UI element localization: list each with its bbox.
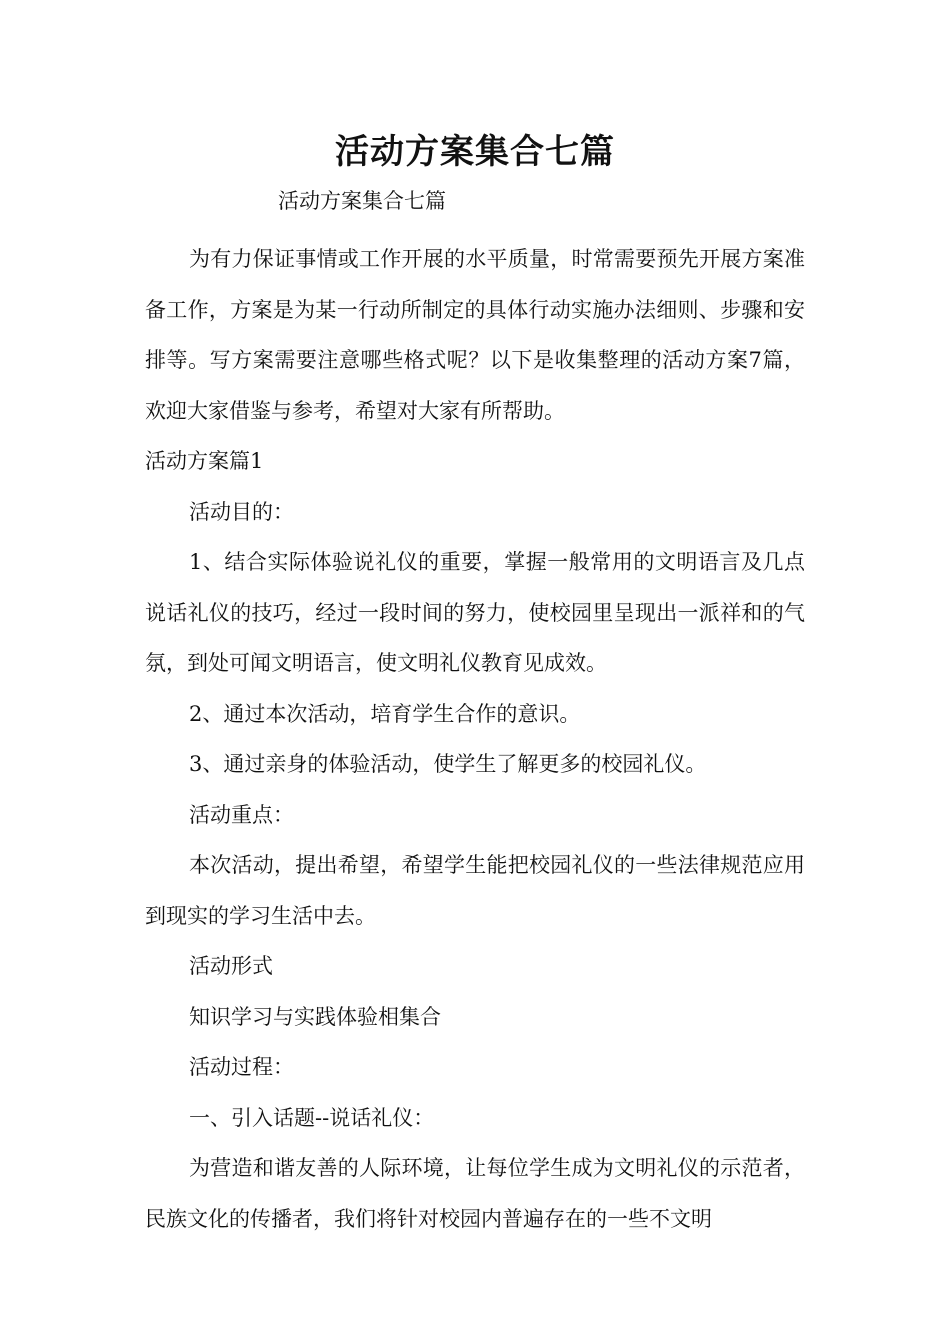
intro-paragraph: 为有力保证事情或工作开展的水平质量，时常需要预先开展方案准备工作，方案是为某一行动所制定的具体行动实施办法细则、步骤和安排等。写方案需要注意哪些格式呢？以下是收集整理的活动方案7篇，欢迎大家借鉴与参考，希望对大家有所帮助。: [145, 247, 805, 423]
paragraph-process-heading: 活动过程：: [189, 1055, 294, 1079]
paragraph-process-step-1: 一、引入话题--说话礼仪：: [189, 1105, 435, 1130]
paragraph-focus-heading: 活动重点：: [189, 802, 294, 827]
paragraph-purpose-2: 2、通过本次活动，培育学生合作的意识。: [189, 701, 581, 726]
paragraph-purpose-heading: 活动目的：: [189, 499, 294, 524]
paragraph-purpose-1: 1、结合实际体验说礼仪的重要，掌握一般常用的文明语言及几点说话礼仪的技巧，经过一段时间的努力，使校园里呈现出一派祥和的气氛，到处可闻文明语言，使文明礼仪教育见成效。: [145, 550, 805, 675]
paragraph-process-body: 为营造和谐友善的人际环境，让每位学生成为文明礼仪的示范者，民族文化的传播者，我们将针对校园内普遍存在的一些不文明: [145, 1156, 805, 1231]
document-subtitle: 活动方案集合七篇: [278, 189, 446, 213]
paragraph-form-body: 知识学习与实践体验相集合: [189, 1004, 441, 1029]
section-heading: 活动方案篇1: [145, 449, 264, 473]
paragraph-form-heading: 活动形式: [189, 954, 273, 978]
paragraph-focus-body: 本次活动，提出希望，希望学生能把校园礼仪的一些法律规范应用到现实的学习生活中去。: [145, 853, 805, 928]
document-body: [145, 234, 805, 1244]
paragraph-purpose-3: 3、通过亲身的体验活动，使学生了解更多的校园礼仪。: [189, 752, 707, 776]
document-title: 活动方案集合七篇: [335, 132, 615, 172]
